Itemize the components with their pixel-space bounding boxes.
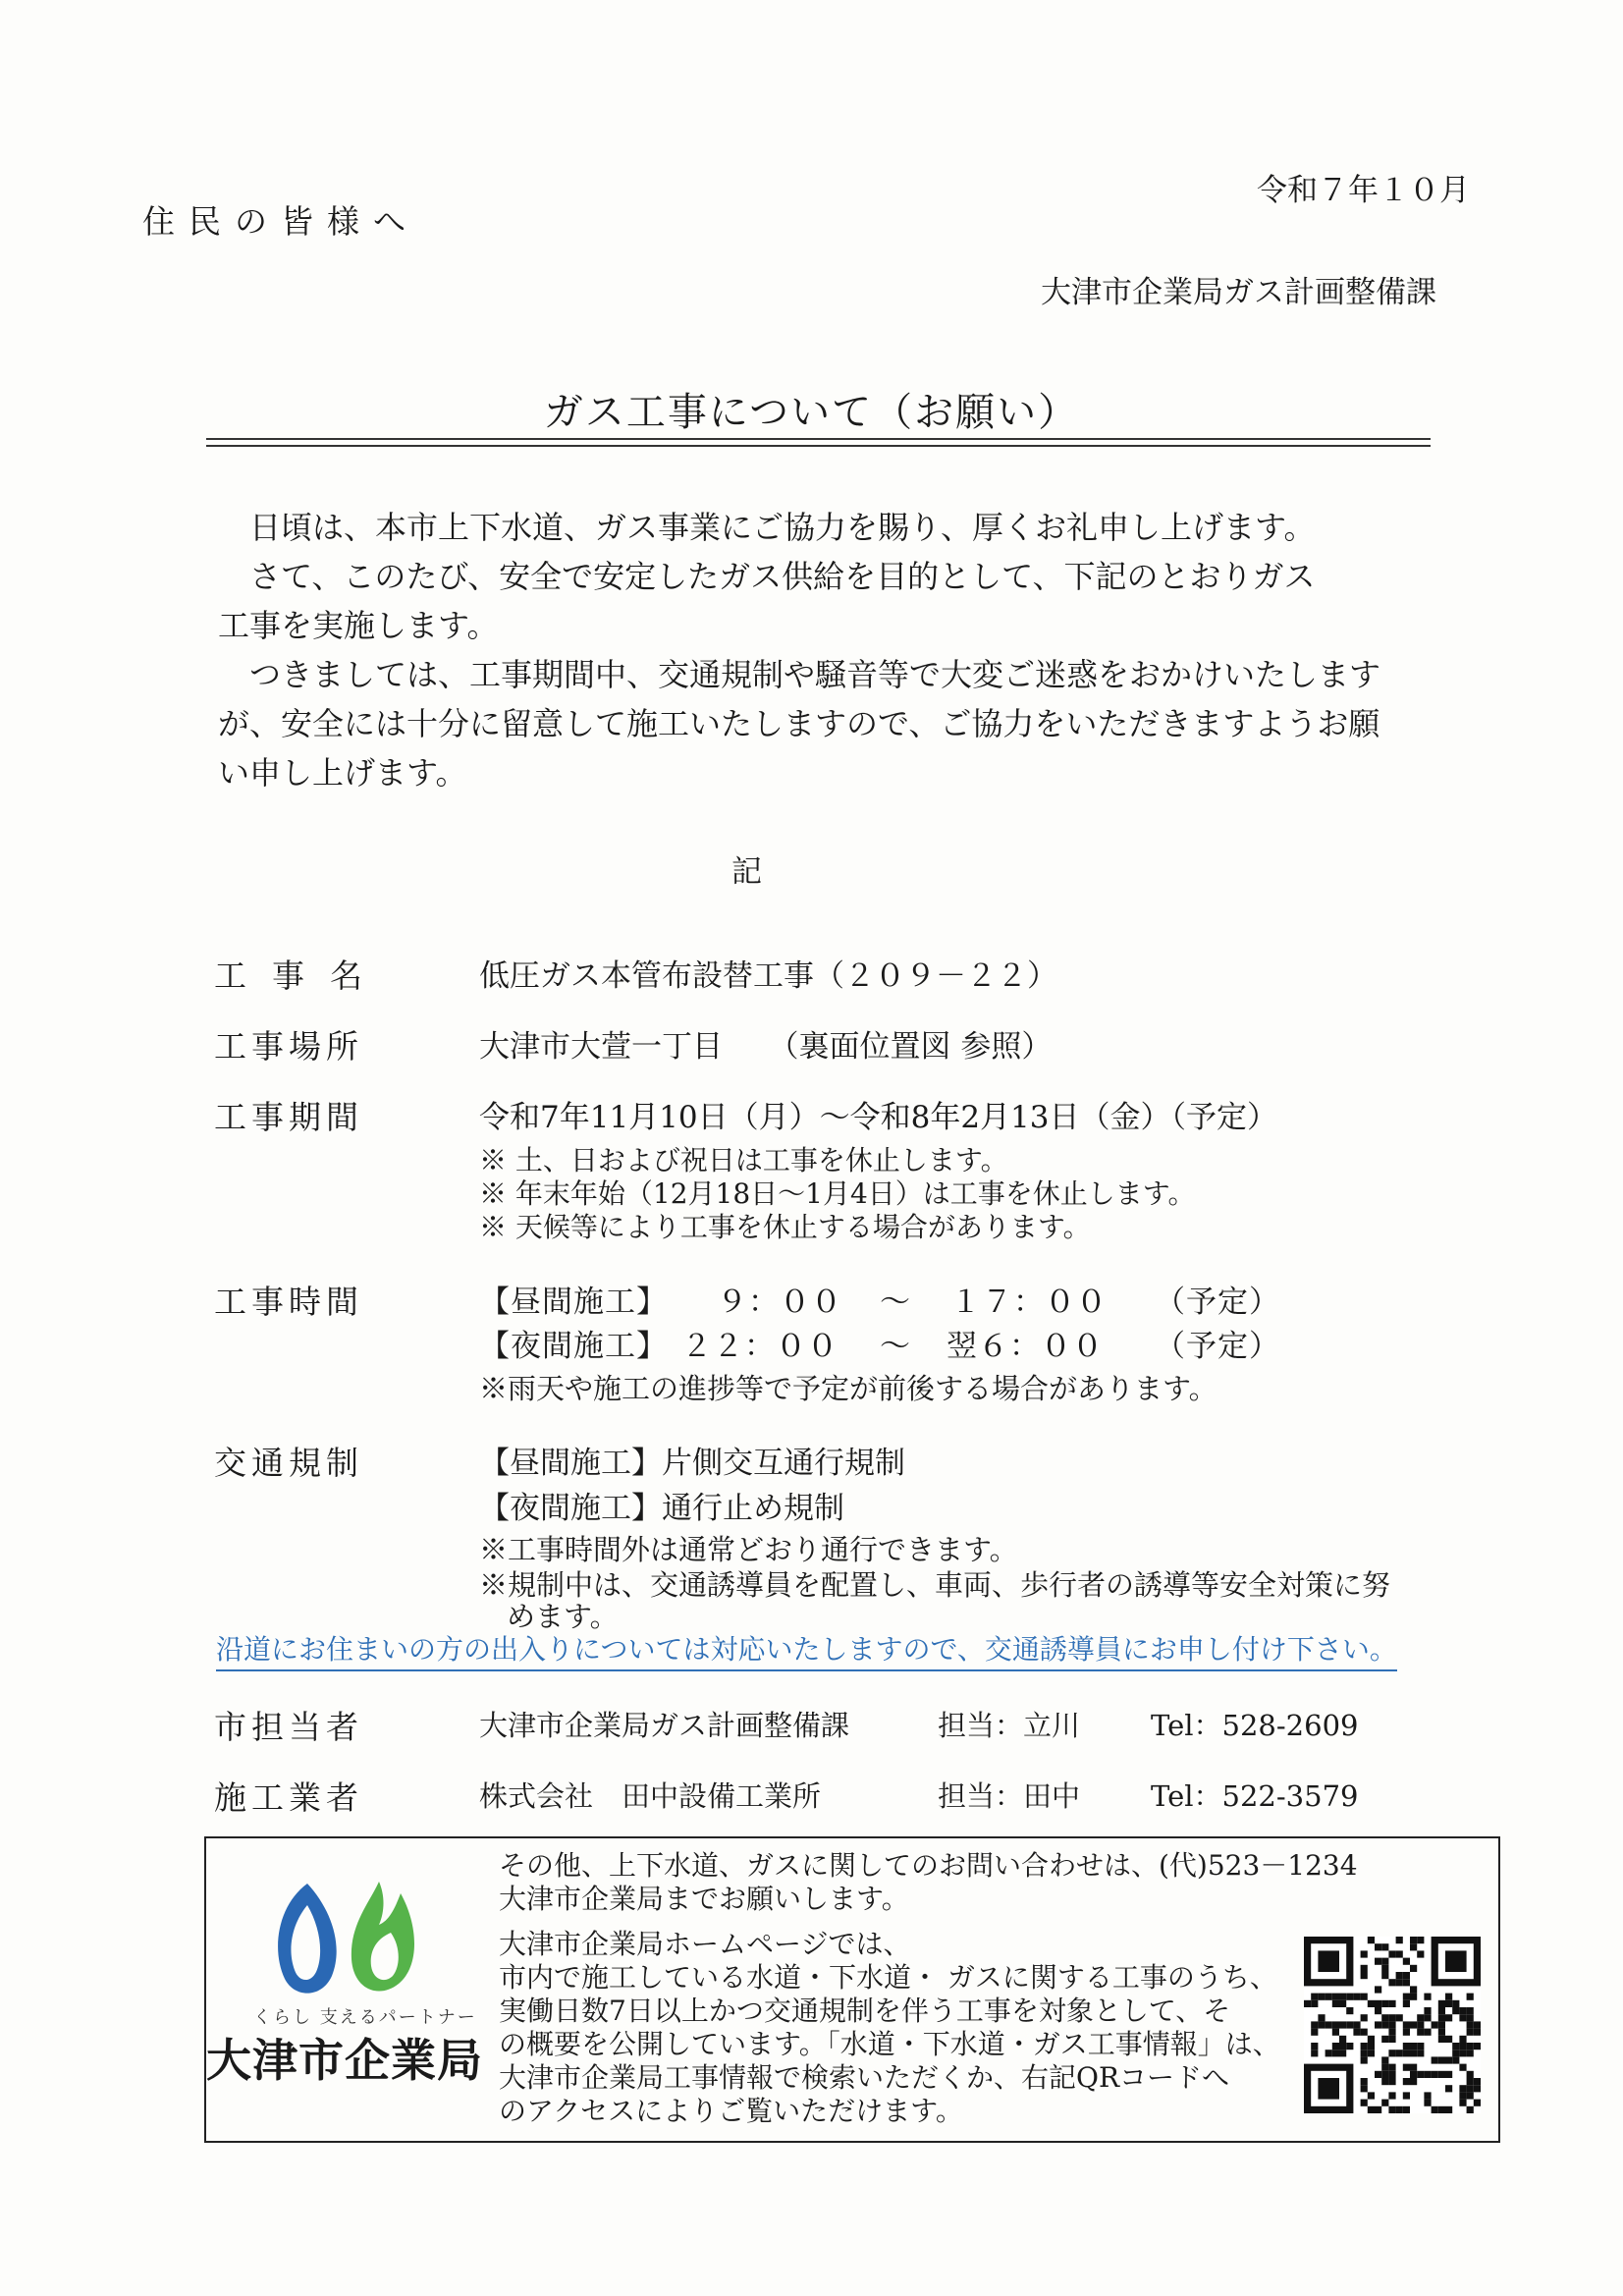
label-work-name: 工事名 — [214, 957, 388, 995]
label-traffic: 交通規制 — [214, 1444, 363, 1482]
night-tag: 【夜間施工】 — [479, 1329, 668, 1364]
traffic-night: 【夜間施工】通行止め規制 — [479, 1491, 844, 1526]
period-note: ※ 土、日および祝日は工事を休止します。 — [479, 1144, 1008, 1176]
label-work-hours: 工事時間 — [214, 1283, 363, 1321]
value-work-period: 令和7年11月10日（月）～令和8年2月13日（金）（予定） — [479, 1100, 1278, 1135]
box-line: その他、上下水道、ガスに関してのお問い合わせは、(代)523－1234 — [499, 1849, 1358, 1882]
ki-heading: 記 — [731, 854, 762, 890]
hours-note: ※雨天や施工の進捗等で予定が前後する場合があります。 — [479, 1372, 1217, 1405]
contractor-tel: Tel：522-3579 — [1151, 1779, 1359, 1813]
day-tag: 【昼間施工】 — [479, 1285, 668, 1320]
period-note: ※ 天候等により工事を休止する場合があります。 — [479, 1211, 1091, 1243]
body-line: つきましては、工事期間中、交通規制や騒音等で大変ご迷惑をおかけいたします — [249, 656, 1381, 693]
box-line: のアクセスによりご覧いただけます。 — [499, 2095, 963, 2127]
traffic-day: 【昼間施工】片側交互通行規制 — [479, 1446, 905, 1481]
tilde: ～ — [880, 1285, 911, 1320]
box-line: 大津市企業局工事情報で検索いただくか、右記QRコードへ — [499, 2061, 1230, 2094]
label-work-period: 工事期間 — [214, 1098, 363, 1136]
traffic-note: ※規制中は、交通誘導員を配置し、車両、歩行者の誘導等安全対策に努 — [479, 1568, 1391, 1602]
value-work-name: 低圧ガス本管布設替工事（２０９－２２） — [479, 958, 1057, 994]
traffic-note: めます。 — [507, 1600, 619, 1633]
night-start: ２２：００ — [681, 1329, 839, 1364]
night-end: 翌６：００ — [947, 1329, 1104, 1364]
body-line: さて、このたび、安全で安定したガス供給を目的として、下記のとおりガス — [249, 558, 1316, 595]
box-line: 大津市企業局までお願いします。 — [499, 1883, 909, 1915]
addressee: 住民の皆様へ — [142, 202, 419, 241]
box-line: の概要を公開しています。「水道・下水道・ガス工事情報」は、 — [499, 2028, 1280, 2060]
otsu-enterprise-bureau-logo-icon — [263, 1876, 430, 2003]
city-person: 担当：立川 — [938, 1709, 1081, 1742]
qr-code-icon[interactable] — [1304, 1937, 1481, 2113]
day-end: １７：００ — [950, 1285, 1108, 1320]
box-line: 実働日数7日以上かつ交通規制を伴う工事を対象として、そ — [499, 1995, 1231, 2027]
period-note: ※ 年末年始（12月18日～1月4日）は工事を休止します。 — [479, 1177, 1196, 1210]
notice-date: 令和７年１０月 — [1257, 173, 1470, 208]
day-start: ９：００ — [717, 1285, 842, 1320]
logo-name: 大津市企業局 — [206, 2034, 483, 2087]
page-title: ガス工事について（お願い） — [543, 390, 1080, 435]
title-double-rule — [206, 438, 1431, 447]
label-city-contact: 市担当者 — [214, 1708, 363, 1746]
body-line: 日頃は、本市上下水道、ガス事業にご協力を賜り、厚くお礼申し上げます。 — [249, 509, 1316, 546]
day-planned: （予定） — [1155, 1285, 1280, 1320]
city-org: 大津市企業局ガス計画整備課 — [479, 1709, 850, 1742]
resident-access-note: 沿道にお住まいの方の出入りについては対応いたしますので、交通誘導員にお申し付け下さい。 — [216, 1628, 1397, 1671]
contractor-org: 株式会社 田中設備工業所 — [479, 1779, 822, 1813]
traffic-note: ※工事時間外は通常どおり通行できます。 — [479, 1533, 1018, 1566]
city-tel: Tel：528-2609 — [1151, 1709, 1359, 1742]
body-paragraph — [218, 503, 1445, 797]
contractor-person: 担当：田中 — [938, 1779, 1081, 1813]
logo-tagline: くらし 支えるパートナー — [253, 2007, 477, 2028]
label-contractor: 施工業者 — [214, 1778, 363, 1817]
body-line: 工事を実施します。 — [218, 607, 499, 644]
value-work-place: 大津市大萱一丁目 （裏面位置図 参照） — [479, 1029, 1053, 1065]
label-work-place: 工事場所 — [214, 1027, 363, 1066]
night-planned: （予定） — [1155, 1329, 1280, 1364]
box-line: 大津市企業局ホームページでは、 — [499, 1928, 911, 1960]
box-line: 市内で施工している水道・下水道・ ガスに関する工事のうち、 — [499, 1961, 1277, 1994]
body-line: が、安全には十分に留意して施工いたしますので、ご協力をいただきますようお願 — [218, 705, 1380, 742]
day-hours-row — [479, 1277, 668, 1321]
tilde: ～ — [880, 1329, 911, 1364]
body-line: い申し上げます。 — [218, 754, 467, 792]
issuer-department: 大津市企業局ガス計画整備課 — [1041, 275, 1436, 310]
